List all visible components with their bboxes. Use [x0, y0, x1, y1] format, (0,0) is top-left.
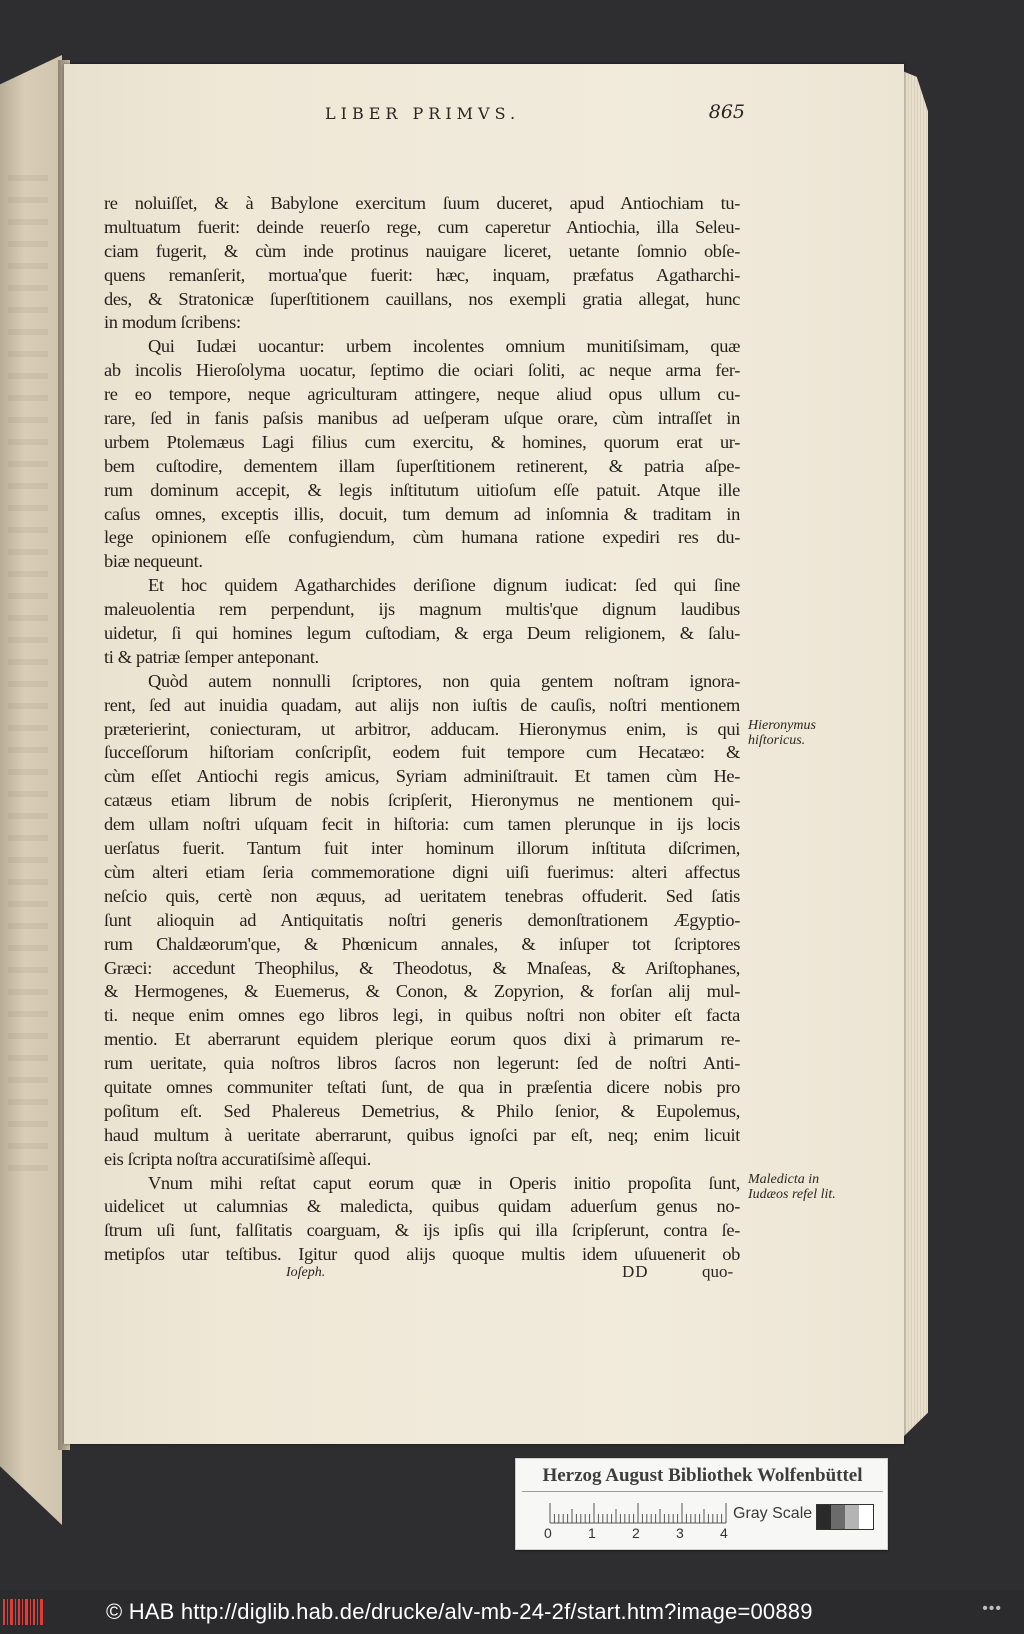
ruler-labels: [546, 1525, 746, 1545]
text-line: uidelicet ut calumnias & maledicta, quibus quidam aduerſum genus no-: [104, 1196, 740, 1217]
text-line: Græci: accedunt Theophilus, & Theodotus, & Mnaſeas, & Ariſtophanes,: [104, 957, 740, 978]
text-line: eis ſcripta noſtra accuratiſsimè aſſequi.: [104, 1148, 372, 1169]
text-line: mentio. Et aberrarunt equidem plerique eorum quos dixi à primarum re-: [104, 1029, 740, 1050]
ruler-number: 4: [720, 1525, 728, 1541]
text-line: dem ullam noſtri uſquam fecit in hiſtoria: cum tamen plerunque in ijs locis: [104, 814, 740, 835]
text-line: Et hoc quidem Agatharchides deriſione dignum iudicat: ſed qui ſine: [148, 575, 740, 596]
text-line: ſucceſſorum hiſtoriam conſcripſit, eodem fuit tempore cum Hecatæo: &: [104, 742, 740, 763]
text-line: ciam fugerit, & cùm inde protinus nauigare liceret, uetante ſomnio obſe-: [104, 240, 740, 261]
ruler-number: 3: [676, 1525, 684, 1541]
text-line: in modum ſcribens:: [104, 312, 241, 333]
marginal-note: Maledicta in Iudæos refel lit.: [748, 1171, 836, 1202]
color-scale-card: [515, 1458, 888, 1550]
text-line: caſus omnes, exceptis illis, docuit, tum demum ad inſomnia & traditam in: [104, 503, 740, 524]
gray-scale-label: Gray Scale: [733, 1505, 813, 1522]
text-line: ti & patriæ ſemper anteponant.: [104, 646, 319, 667]
text-line: Vnum mihi reſtat caput eorum quæ in Operis initio propoſita ſunt,: [148, 1172, 740, 1193]
gray-scale-swatches: [816, 1504, 874, 1530]
text-line: bem cuſtodire, dementem illam ſuperſtitionem retinerent, & patria aſpe-: [104, 455, 740, 476]
text-line: uerſatus fuerit. Tantum fuit inter hominum illorum inſtituta diſcrimen,: [104, 838, 740, 859]
quire-mark: DD: [622, 1262, 649, 1281]
text-line: Qui Iudæi uocantur: urbem incolentes omnium munitiſsimam, quæ: [148, 336, 740, 357]
facing-page: [0, 55, 62, 1525]
text-line: des, & Stratonicæ ſuperſtitionem cauillans, nos exempli gratia allegat, hunc: [104, 288, 740, 309]
text-line: cùm eſſet Antiochi regis amicus, Syriam adminiſtrauit. Et tamen cùm He-: [104, 766, 740, 787]
library-name: Herzog August Bibliothek Wolfenbüttel: [542, 1465, 863, 1486]
copyright-url[interactable]: © HAB http://diglib.hab.de/drucke/alv-mb-24-2f/start.htm?image=00889: [106, 1599, 813, 1624]
page-edges: [900, 70, 928, 1440]
marginal-note: Hieronymus hiſtoricus.: [748, 717, 816, 748]
text-line: & Hermogenes, & Euemerus, & Conon, & Zopyrion, & forſan alij mul-: [104, 981, 740, 1002]
text-line: metipſos utar teſtibus. Igitur quod alijs quoque multis idem uſuuenerit ob: [104, 1244, 740, 1265]
more-options-icon[interactable]: •••: [982, 1600, 1002, 1617]
signature-mark: Ioſeph.: [286, 1265, 326, 1280]
text-line: re noluiſſet, & à Babylone exercitum ſuum duceret, apud Antiochiam tu-: [104, 193, 740, 213]
text-line: rum Chaldæorum'que, & Phœnicum annales, & inſuper tot ſcriptores: [104, 933, 740, 954]
text-line: multuatum fuerit: deinde reuerſo rege, cum caperetur Antiochia, illa Seleu-: [104, 216, 740, 237]
text-line: quitate omnes communiter teſtati ſunt, de qua in præſentia dicere nobis pro: [104, 1076, 740, 1097]
text-line: biæ nequeunt.: [104, 551, 203, 572]
text-line: urbem Ptolemæus Lagi filius cum exercitu, & homines, quorum erat ur-: [104, 431, 740, 452]
gray-swatch: [859, 1505, 873, 1529]
text-line: uidetur, ſi qui homines legum cuſtodiam, & erga Deum religionem, & ſalu-: [104, 623, 740, 644]
text-line: haud multum à ueritate aberrarunt, quibus ignoſci par eſt, neq; enim licuit: [104, 1124, 740, 1145]
text-line: rum ueritate, quia noſtros libros ſacros non legerunt: ſed de noſtri Anti-: [104, 1053, 740, 1074]
text-line: præterierint, coniecturam, ut arbitror, adducam. Hieronymus enim, is qui: [104, 718, 740, 739]
text-line: ſtrum uſi ſunt, falſitatis coarguam, & ijs ipſis qui illa ſcripſerunt, contra ſe-: [104, 1220, 740, 1241]
body-text: [104, 192, 740, 1267]
text-line: catæus etiam librum de nobis ſcripſerit, Hieronymus ne mentionem qui-: [104, 790, 740, 811]
text-line: Quòd autem nonnulli ſcriptores, non quia gentem noſtram ignora-: [148, 670, 740, 691]
catchword: quo-: [702, 1262, 734, 1281]
ruler-number: 2: [632, 1525, 640, 1541]
running-title: LIBER PRIMVS.: [325, 104, 521, 123]
text-line: rare, ſed in fanis paſsis manibus ad ueſperam uſque orare, cùm intraſſet in: [104, 408, 740, 429]
text-line: poſitum eſt. Sed Phalereus Demetrius, & Philo ſenior, & Eupolemus,: [104, 1100, 740, 1121]
text-line: maleuolentia rem perpendunt, ijs magnum multis'que dignum laudibus: [104, 599, 740, 620]
gray-swatch: [845, 1505, 859, 1529]
page-number: 865: [708, 101, 745, 123]
footer-bar: [0, 1590, 1024, 1634]
gray-swatch: [831, 1505, 845, 1529]
text-line: lege opinionem eſſe confugiendum, cùm humana ratione expediri res du-: [104, 527, 740, 548]
text-line: neſcio quis, certè non æquus, ad ueritatem tenebras offuderit. Sed ſatis: [104, 885, 740, 906]
text-line: re eo tempore, neque agriculturam attingere, neque aliud opus ullum cu-: [104, 384, 740, 405]
ruler-number: 0: [544, 1525, 552, 1541]
ruler-number: 1: [588, 1525, 596, 1541]
card-divider: [522, 1491, 883, 1492]
text-line: ti. neque enim omnes ego libros legi, in quibus noſtri non obiter eſt facta: [104, 1005, 740, 1026]
text-line: rent, ſed aut inuidia quadam, aut alijs non iuſtis de cauſis, noſtri mentionem: [104, 694, 740, 715]
ruler-icon: [546, 1501, 736, 1527]
text-line: ab incolis Hieroſolyma uocatur, ſeptimo die ociari ſoliti, ac neque arma fer-: [104, 360, 740, 381]
text-line: quens remanſerit, mortua'que fuerit: hæc, inquam, præfatus Agatharchi-: [104, 264, 740, 285]
barcode-logo-icon: [0, 1597, 48, 1627]
running-head: [325, 101, 745, 126]
text-line: rum dominum accepit, & legis inſtitutum uitioſum eſſe patuit. Atque ille: [104, 479, 740, 500]
text-line: ſunt alioquin ad Antiquitatis noſtri generis demonſtrationem Ægyptio-: [104, 909, 740, 930]
gray-swatch: [817, 1505, 831, 1529]
text-line: cùm alteri etiam ſeria commemoratione digni uiſi fuerimus: alteri affectus: [104, 861, 740, 882]
